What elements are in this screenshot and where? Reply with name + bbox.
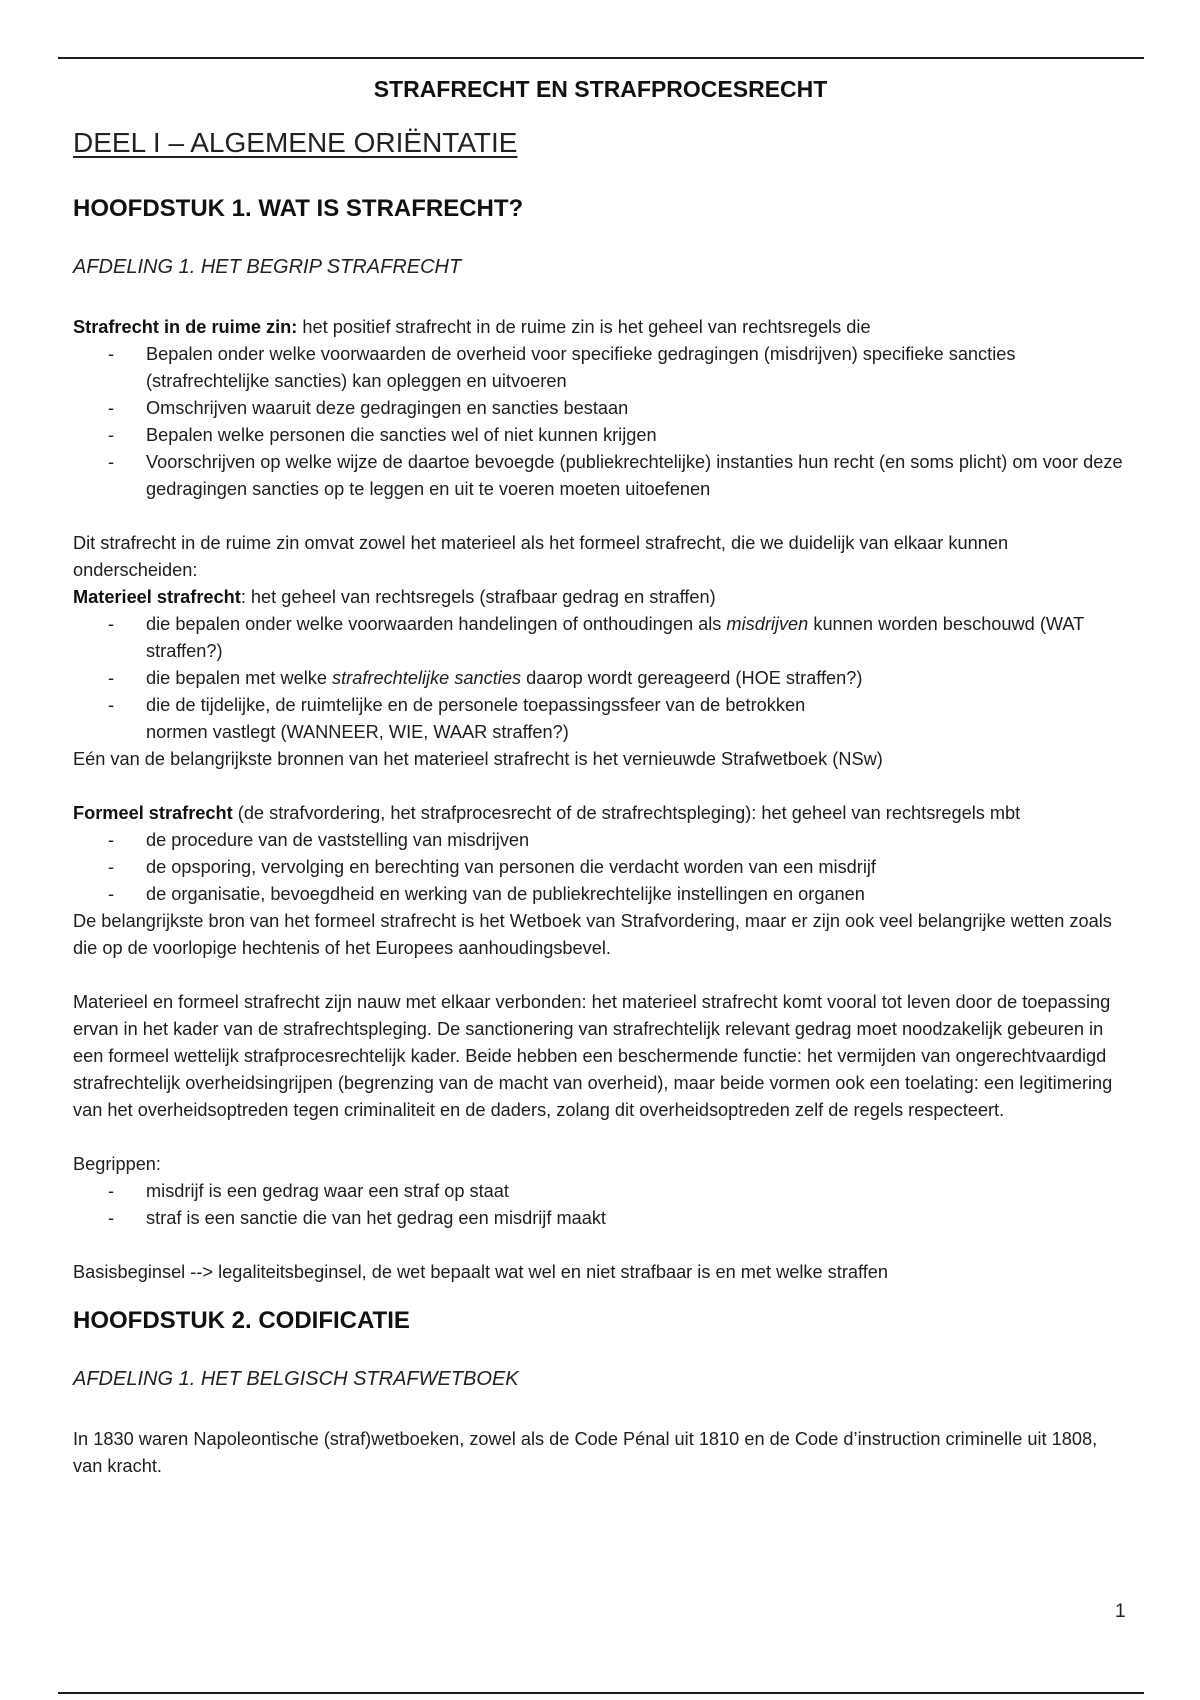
formeel-text: (de strafvordering, het strafprocesrecht of de strafrechtspleging): het geheel van rechtsregels mbt — [232, 803, 1021, 823]
begrippen-list — [73, 1178, 1128, 1232]
list-item: - Omschrijven waaruit deze gedragingen en sancties bestaan — [73, 395, 1128, 422]
chapter-2-title: HOOFDSTUK 2. CODIFICATIE — [73, 1307, 410, 1334]
materieel-bron: Eén van de belangrijkste bronnen van het materieel strafrecht is het vernieuwde Strafwetboek (NSw) — [73, 749, 883, 769]
formeel-bron: De belangrijkste bron van het formeel strafrecht is het Wetboek van Strafvordering, maar er zijn ook veel belangrijke wetten zoals die op de voorlopige hechtenis of het Europees aanhoudingsbevel. — [73, 911, 1112, 958]
chapter-2-section-1-title: AFDELING 1. HET BELGISCH STRAFWETBOEK — [73, 1368, 519, 1390]
materieel-list — [73, 611, 1128, 746]
ruime-zin-definition — [73, 314, 1128, 341]
page-number: 1 — [1115, 1601, 1126, 1622]
list-item: - Bepalen welke personen die sancties wel of niet kunnen krijgen — [73, 422, 1128, 449]
basisbeginsel-paragraph: Basisbeginsel --> legaliteitsbeginsel, de wet bepaalt wat wel en niet strafbaar is en met welke straffen — [73, 1262, 889, 1282]
ruime-zin-term: Strafrecht in de ruime zin: — [73, 317, 298, 337]
list-item: - die bepalen onder welke voorwaarden handelingen of onthoudingen als misdrijven kunnen worden beschouwd (WAT straffen?) — [73, 611, 1128, 665]
materieel-term: Materieel strafrecht — [73, 587, 241, 607]
formeel-term: Formeel strafrecht — [73, 803, 233, 823]
bottom-rule — [58, 1692, 1144, 1694]
list-item: - die de tijdelijke, de ruimtelijke en de personele toepassingssfeer van de betrokken normen vastlegt (WANNEER, WIE, WAAR straffen?) — [73, 692, 1128, 746]
formeel-definition — [73, 800, 1128, 827]
part-title: DEEL I – ALGEMENE ORIËNTATIE — [73, 127, 518, 158]
materieel-text: : het geheel van rechtsregels (strafbaar gedrag en straffen) — [240, 587, 716, 607]
list-item: - Voorschrijven op welke wijze de daartoe bevoegde (publiekrechtelijke) instanties hun recht (en soms plicht) om voor deze gedragingen sancties op te leggen en uit te voeren moeten uitoefenen — [73, 449, 1128, 503]
list-item: - de organisatie, bevoegdheid en werking van de publiekrechtelijke instellingen en organen — [73, 881, 1128, 908]
list-item: - misdrijf is een gedrag waar een straf op staat — [73, 1178, 1128, 1205]
ruime-zin-list — [73, 341, 1128, 503]
list-item: - de opsporing, vervolging en berechting van personen die verdacht worden van een misdrijf — [73, 854, 1128, 881]
formeel-list — [73, 827, 1128, 908]
top-rule — [58, 57, 1144, 59]
ruime-zin-text: het positief strafrecht in de ruime zin is het geheel van rechtsregels die — [297, 317, 871, 337]
document-title: STRAFRECHT EN STRAFPROCESRECHT — [373, 76, 828, 102]
list-item: - die bepalen met welke strafrechtelijke sancties daarop wordt gereageerd (HOE straffen?) — [73, 665, 1128, 692]
list-item: - straf is een sanctie die van het gedrag een misdrijf maakt — [73, 1205, 1128, 1232]
codificatie-paragraph: In 1830 waren Napoleontische (straf)wetboeken, zowel als de Code Pénal uit 1810 en de Code d’instruction criminelle uit 1808, van kracht. — [73, 1429, 1098, 1476]
begrippen-label: Begrippen: — [73, 1154, 161, 1174]
list-item: - Bepalen onder welke voorwaarden de overheid voor specifieke gedragingen (misdrijven) specifieke sancties (strafrechtelijke sancties) kan opleggen en uitvoeren — [73, 341, 1128, 395]
document-page — [73, 74, 1128, 1480]
list-item: - de procedure van de vaststelling van misdrijven — [73, 827, 1128, 854]
chapter-1-section-1-title: AFDELING 1. HET BEGRIP STRAFRECHT — [73, 256, 462, 278]
chapter-1-title: HOOFDSTUK 1. WAT IS STRAFRECHT? — [73, 195, 524, 222]
omvat-paragraph: Dit strafrecht in de ruime zin omvat zowel het materieel als het formeel strafrecht, die we duidelijk van elkaar kunnen onderscheiden: — [73, 533, 1009, 580]
verband-paragraph: Materieel en formeel strafrecht zijn nauw met elkaar verbonden: het materieel strafrecht komt vooral tot leven door de toepassing ervan in het kader van de strafrechtspleging. De sanctionering van strafrechtelijk relevant gedrag moet noodzakelijk gebeuren in een formeel wettelijk strafprocesrechtelijk kader. Beide hebben een beschermende functie: het vermijden van ongerechtvaardigd strafrechtelijk overheidsingrijpen (begrenzing van de macht van overheid), maar beide vormen ook een toelating: een legitimering van het overheidsoptreden tegen criminaliteit en de daders, zolang dit overheidsoptreden zelf de regels respecteert. — [73, 992, 1113, 1120]
materieel-definition — [73, 584, 1128, 611]
